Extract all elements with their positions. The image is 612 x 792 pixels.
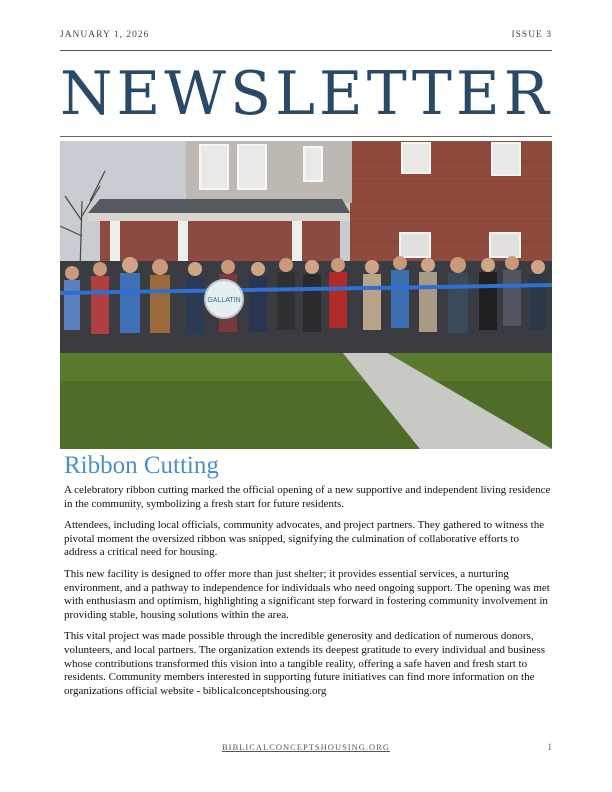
page-number: 1 <box>547 742 552 752</box>
article-paragraph: Attendees, including local officials, community advocates, and project partners. They gathered to witness the pivotal moment the oversized ribbon was snipped, signifying the culmination of collaborative efforts to address a critical need for housing. <box>64 519 545 559</box>
issue-date: JANUARY 1, 2026 <box>60 30 150 40</box>
article-paragraph: A celebratory ribbon cutting marked the official opening of a new supportive and independent living residence in the community, symbolizing a fresh start for future residents. <box>64 484 551 510</box>
article-paragraph: This new facility is designed to offer more than just shelter; it provides essential services, a nurturing environment, and a pathway to independence for individuals who need ongoing support. The opening was met with enthusiasm and optimism, highlighting a significant step forward in fostering community involvement in providing stable, housing solutions within the area. <box>64 567 550 621</box>
footer-website-link[interactable]: BIBLICALCONCEPTSHOUSING.ORG <box>222 742 390 752</box>
header-rule-bottom <box>60 136 552 137</box>
issue-number: ISSUE 3 <box>511 30 552 40</box>
svg-text:GALLATIN: GALLATIN <box>207 297 241 304</box>
article-body <box>64 484 552 706</box>
article-headline: Ribbon Cutting <box>64 452 219 479</box>
newsletter-masthead: NEWSLETTER <box>60 59 553 129</box>
ribbon-cutting-photo <box>60 141 552 449</box>
header-rule-top <box>60 50 552 51</box>
gallatin-sign <box>205 280 243 318</box>
article-paragraph: This vital project was made possible through the incredible generosity and dedication of numerous donors, volunteers, and local partners. The organization extends its deepest gratitude to every individual and business whose contributions transformed this vision into a tangible reality, offering a safe haven and fresh start to residents. Community members interested in supporting future initiatives can find more information on the organizations official website - biblicalconceptshousing.org <box>64 630 546 697</box>
